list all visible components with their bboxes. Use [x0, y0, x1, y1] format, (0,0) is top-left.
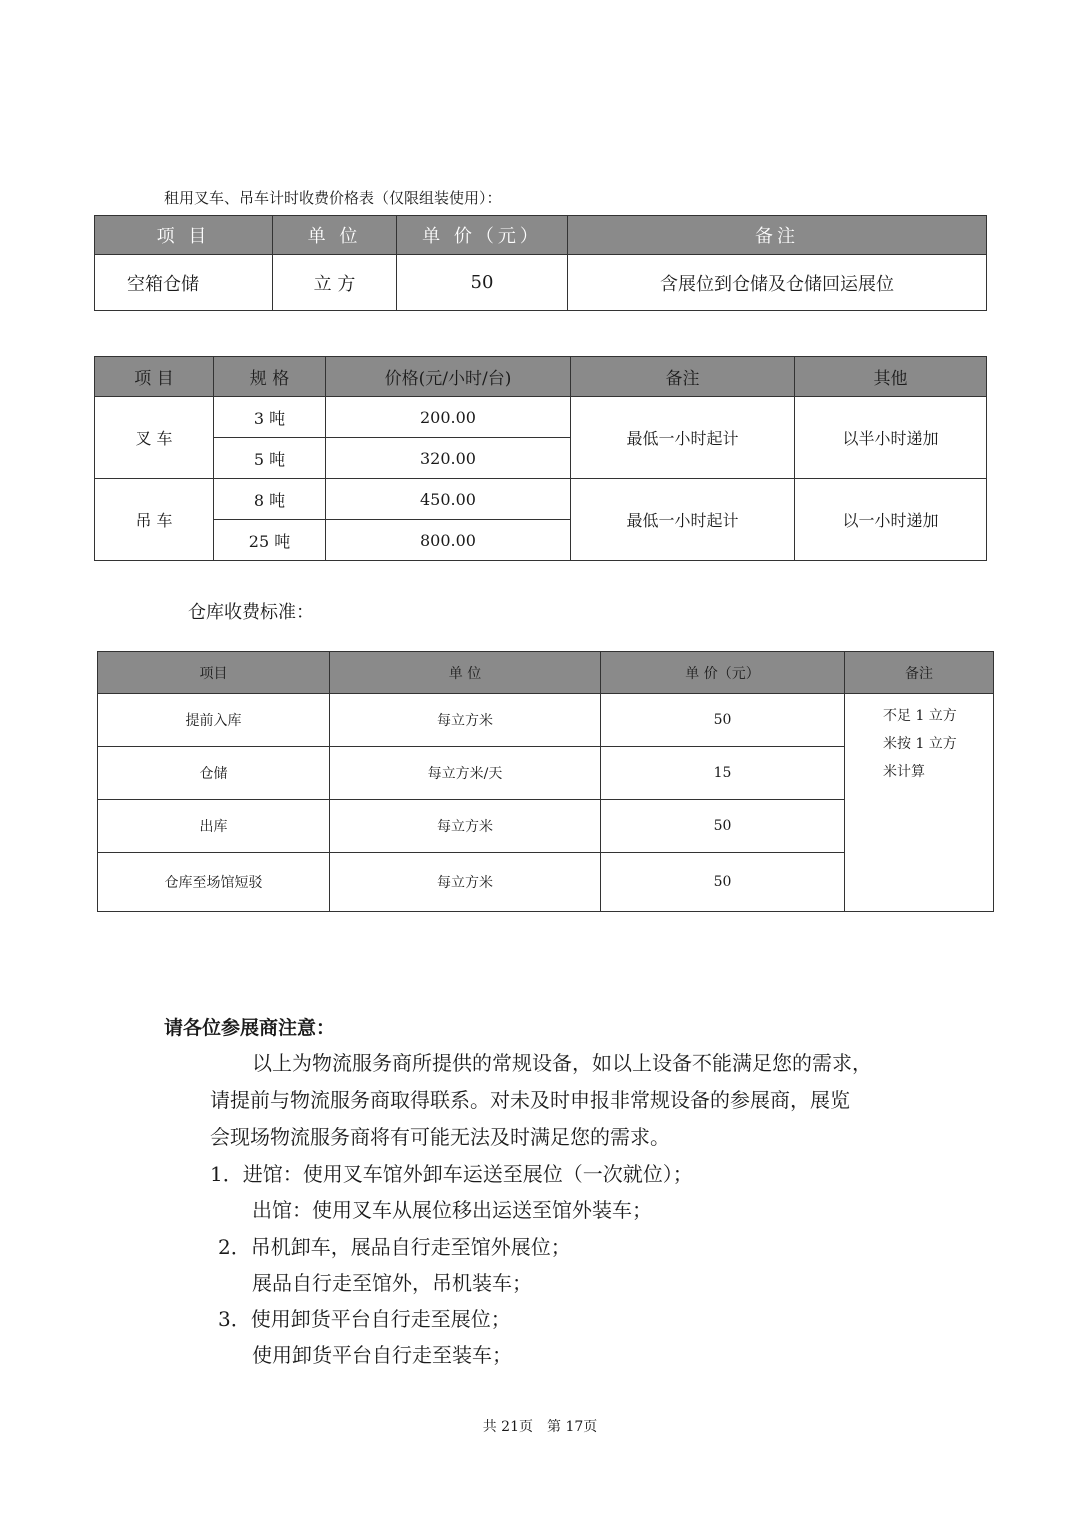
table1-caption: 租用叉车、吊车计时收费价格表（仅限组装使用）： [164, 189, 502, 207]
equipment-rental-table [94, 356, 987, 561]
table-row [98, 694, 994, 747]
header-item: 项 目 [95, 357, 214, 397]
notice-paragraph-line: 请提前与物流服务商取得联系。对未及时申报非常规设备的参展商，展览 [210, 1088, 850, 1112]
table-row [95, 479, 987, 520]
header-other: 其他 [795, 357, 987, 397]
header-unit: 单 位 [273, 216, 397, 255]
cell-item-forklift: 叉 车 [95, 397, 214, 479]
notice-paragraph-line: 以上为物流服务商所提供的常规设备，如以上设备不能满足您的需求， [252, 1051, 872, 1075]
cell-spec: 3 吨 [214, 397, 326, 438]
cell-spec: 8 吨 [214, 479, 326, 520]
cell-unit: 每立方米 [330, 800, 601, 853]
cell-price: 200.00 [326, 397, 571, 438]
cell-note [845, 694, 994, 912]
cell-note: 含展位到仓储及仓储回运展位 [568, 255, 987, 311]
header-note: 备注 [568, 216, 987, 255]
cell-item: 仓储 [98, 747, 330, 800]
warehouse-fee-table [97, 651, 994, 912]
cell-price: 800.00 [326, 520, 571, 561]
table-header-row [98, 652, 994, 694]
cell-unit: 每立方米 [330, 853, 601, 912]
cell-other: 以一小时递加 [795, 479, 987, 561]
cell-item: 空箱仓储 [95, 255, 273, 311]
table3-caption: 仓库收费标准： [188, 602, 314, 623]
storage-price-table [94, 215, 987, 311]
cell-item: 出库 [98, 800, 330, 853]
header-price: 单 价（元） [601, 652, 845, 694]
cell-spec: 25 吨 [214, 520, 326, 561]
cell-price: 50 [601, 800, 845, 853]
notice-item: 出馆：使用叉车从展位移出运送至馆外装车； [252, 1198, 652, 1222]
header-note: 备注 [845, 652, 994, 694]
notice-title: 请各位参展商注意： [164, 1017, 336, 1039]
cell-spec: 5 吨 [214, 438, 326, 479]
cell-item: 仓库至场馆短驳 [98, 853, 330, 912]
cell-price: 320.00 [326, 438, 571, 479]
cell-item: 提前入库 [98, 694, 330, 747]
notice-item: 3．使用卸货平台自行走至展位； [218, 1307, 511, 1331]
header-item: 项 目 [95, 216, 273, 255]
cell-item-crane: 吊 车 [95, 479, 214, 561]
cell-unit: 立 方 [273, 255, 397, 311]
table-header-row [95, 357, 987, 397]
cell-note: 最低一小时起计 [571, 397, 795, 479]
cell-unit: 每立方米/天 [330, 747, 601, 800]
header-price: 价格(元/小时/台) [326, 357, 571, 397]
header-item: 项目 [98, 652, 330, 694]
notice-item: 1．进馆：使用叉车馆外卸车运送至展位（一次就位）； [210, 1162, 693, 1186]
notice-item: 展品自行走至馆外，吊机装车； [252, 1271, 532, 1295]
cell-price: 50 [397, 255, 568, 311]
cell-note: 最低一小时起计 [571, 479, 795, 561]
notice-item: 使用卸货平台自行走至装车； [252, 1343, 512, 1367]
cell-unit: 每立方米 [330, 694, 601, 747]
note-line: 米计算 [883, 764, 925, 780]
page-number: 共 21页 第 17页 [482, 1419, 598, 1435]
notice-item: 2．吊机卸车，展品自行走至馆外展位； [218, 1235, 571, 1259]
header-note: 备注 [571, 357, 795, 397]
header-spec: 规 格 [214, 357, 326, 397]
note-line: 米按 1 立方 [883, 736, 957, 752]
header-price: 单 价（元） [397, 216, 568, 255]
table-row [95, 397, 987, 438]
header-unit: 单 位 [330, 652, 601, 694]
table-header-row [95, 216, 987, 255]
table-row [95, 255, 987, 311]
note-line: 不足 1 立方 [883, 708, 957, 724]
notice-paragraph-line: 会现场物流服务商将有可能无法及时满足您的需求。 [210, 1125, 670, 1149]
cell-price: 50 [601, 853, 845, 912]
cell-price: 50 [601, 694, 845, 747]
cell-price: 450.00 [326, 479, 571, 520]
cell-price: 15 [601, 747, 845, 800]
cell-other: 以半小时递加 [795, 397, 987, 479]
